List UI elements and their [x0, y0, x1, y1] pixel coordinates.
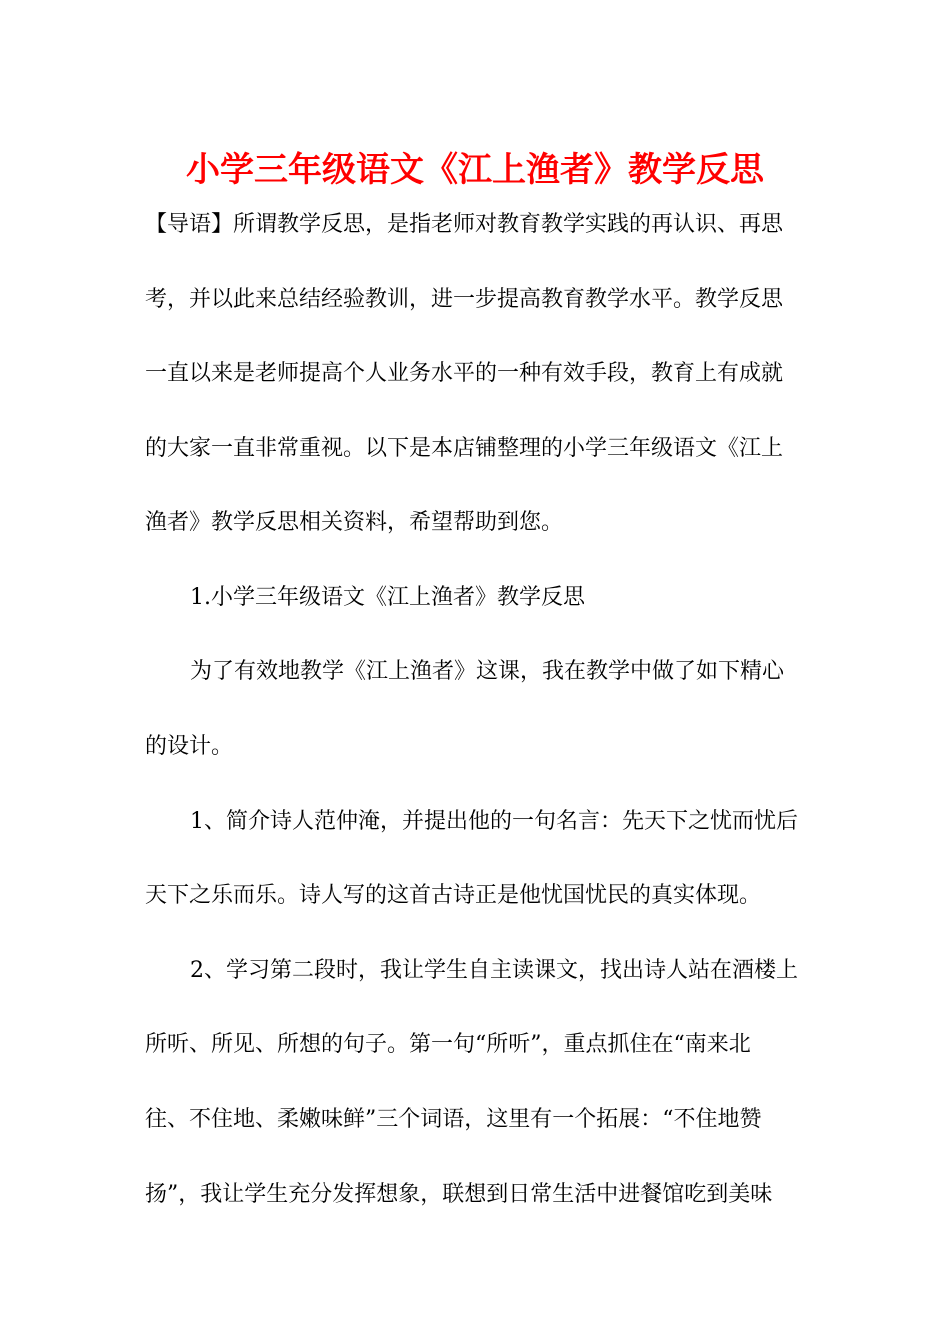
paragraph-line: 的设计。 — [145, 734, 234, 759]
document-title: 小学三年级语文《江上渔者》教学反思 — [186, 150, 764, 190]
paragraph-line: 天下之乐而乐。诗人写的这首古诗正是他忧国忧民的真实体现。 — [145, 883, 762, 908]
paragraph-line: 【导语】所谓教学反思，是指老师对教育教学实践的再认识、再思 — [145, 212, 784, 237]
paragraph-line: 的大家一直非常重视。以下是本店铺整理的小学三年级语文《江上 — [145, 436, 784, 461]
paragraph-line: 考，并以此来总结经验教训，进一步提高教育教学水平。教学反思 — [145, 287, 784, 312]
paragraph-line: 2、学习第二段时，我让学生自主读课文，找出诗人站在酒楼上 — [190, 958, 798, 983]
paragraph-line: 渔者》教学反思相关资料，希望帮助到您。 — [145, 510, 564, 535]
paragraph-line: 往、不住地、柔嫩味鲜”三个词语，这里有一个拓展：“不住地赞 — [145, 1107, 762, 1132]
section-heading: 1.小学三年级语文《江上渔者》教学反思 — [190, 585, 585, 610]
paragraph-line: 一直以来是老师提高个人业务水平的一种有效手段，教育上有成就 — [145, 361, 784, 386]
paragraph-line: 为了有效地教学《江上渔者》这课，我在教学中做了如下精心 — [190, 659, 785, 684]
paragraph-line: 所听、所见、所想的句子。第一句“所听”，重点抓住在“南来北 — [145, 1032, 751, 1057]
paragraph-line: 1、简介诗人范仲淹，并提出他的一句名言：先天下之忧而忧后 — [190, 809, 798, 834]
paragraph-line: 扬”，我让学生充分发挥想象，联想到日常生活中进餐馆吃到美味 — [145, 1182, 773, 1207]
